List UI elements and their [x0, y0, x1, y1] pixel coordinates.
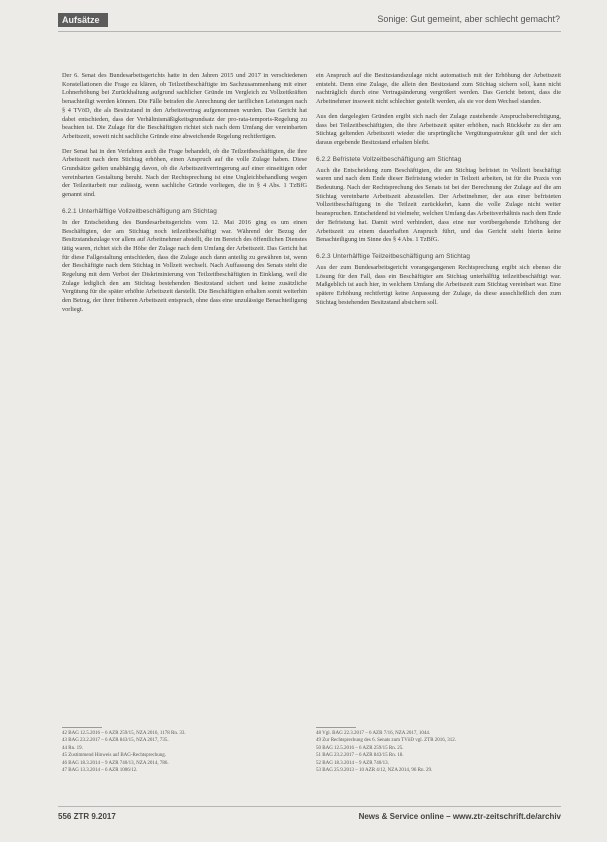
footnote: 43 BAG 23.2.2017 – 6 AZR 843/15, NZA 2017, 735. — [62, 738, 169, 744]
footnote: 45 Zustimmend Hinweis auf BAG-Rechtsprechung. — [62, 753, 167, 759]
body-paragraph: ein Anspruch auf die Besitzstandszulage nicht automatisch mit der Erhöhung der Arbeitszeit entsteht. Denn eine Zulage, die allein den Besitzstand zum Stichtag sichern soll, kann nicht nachträglich durch eine Vertragsänderung vergrößert werden. Das Gericht betont, dass die Arbeitnehmer insoweit nicht schlechter gestellt werden, als sie vor dem Wechsel standen. — [316, 72, 561, 106]
body-paragraph: Aus der zum Bundesarbeitsgericht vorangegangenen Rechtsprechung ergibt sich ebenso die Lösung für den Fall, dass ein Beschäftigter am Stichtag unterhälftig teilzeitbeschäftigt war. Maßgeblich ist auch hier, in welchem Umfang die Arbeitszeit zum Stichtag vereinbart war. Eine spätere Erhöhung rechtfertigt keine Anpassung der Zulage, da diese ausschließlich den zum Stichtag bestehenden Besitzstand absichern soll. — [316, 263, 561, 306]
body-paragraph: In der Entscheidung des Bundesarbeitsgerichts vom 12. Mai 2016 ging es um einen Beschäftigten, der am Stichtag noch teilzeitbeschäftigt war. Während der Bezug der Besitzstandszulage vor allem auf Arbeitnehmer abstellt, die im Bereich des öffentlichen Dienstes tätig waren, richtet sich die Höhe der Zulage nach dem Umfang der Arbeitszeit. Das Gericht hat für diese Fallgestaltung entschieden, dass die Zulage auch dann anteilig zu gewähren ist, wenn der Beschäftigte nach dem Stichtag in Vollzeit wechselt. Nach Auffassung des Senats steht die Regelung mit dem Verbot der Diskriminierung von Teilzeitbeschäftigten in Einklang, weil die Zulage lediglich den am Stichtag bestehenden Besitzstand sichert und keine zusätzliche Vergütung für die später erhöhte Arbeitszeit darstellt. Die Beschäftigten erhalten somit weiterhin den Betrag, der ihrer früheren Arbeitszeit entsprach, ohne dass eine unzulässige Benachteiligung vorliegt. — [62, 218, 307, 313]
footnote: 46 BAG 18.3.2014 – 9 AZR 740/13, NZA 2014, 786. — [62, 760, 169, 766]
footnote: 44 Rn. 19. — [62, 745, 83, 751]
footnote: 47 BAG 13.3.2014 – 6 AZR 1006/12. — [62, 768, 138, 774]
running-title: Sonige: Gut gemeint, aber schlecht gemacht? — [377, 14, 560, 24]
header-divider — [58, 31, 561, 32]
footnotes-left — [62, 730, 307, 774]
footnote: 50 BAG 12.5.2016 – 6 AZR 259/15 Rn. 25. — [316, 745, 404, 751]
footnote: 53 BAG 25.9.2013 – 10 AZR 4/12, NZA 2014, 96 Rn. 29. — [316, 768, 433, 774]
footnote-divider — [316, 727, 356, 728]
section-heading: 6.2.1 Unterhälftige Vollzeitbeschäftigung am Stichtag — [62, 207, 217, 215]
section-heading: 6.2.2 Befristete Vollzeitbeschäftigung am Stichtag — [316, 155, 462, 163]
body-paragraph: Der 6. Senat des Bundesarbeitsgerichts hatte in den Jahren 2015 und 2017 in verschiedenen Konstellationen die Frage zu klären, ob Teilzeitbeschäftigte im Sachzusammenhang mit einer Lohnerhöhung bei Zurückhaltung aufgrund sachlicher Gründe im Vergleich zu Vollzeitkräften benachteiligt werden können. Die Fälle betrafen die Anrechnung der tariflichen Leistungen nach § 4 TVöD, die als Besitzstand in den Arbeitsvertrag aufgenommen wurden. Das Gericht hat dabei entschieden, dass der Verhältnismäßigkeitsgrundsatz der pro-rata-temporis-Regelung zu beachten ist. Die Zulage für die Beschäftigten richtet sich nach dem Umfang der vereinbarten Arbeitszeit, soweit nicht sachliche Gründe eine abweichende Regelung rechtfertigen. — [62, 72, 307, 140]
body-paragraph: Auch die Entscheidung zum Beschäftigten, die am Stichtag befristet in Vollzeit beschäftigt waren und nach dem Ende dieser Befristung wieder in Teilzeit arbeiten, ist für die Praxis von Bedeutung. Nach der Rechtsprechung des Senats ist bei der Berechnung der Zulage auf die am Stichtag vereinbarte Arbeitszeit abzustellen. Der Arbeitnehmer, der aus einer befristeten Vollzeitbeschäftigung in die Teilzeit zurückkehrt, kann die volle Zulage nicht weiter beanspruchen. Entscheidend ist vielmehr, welchen Umfang das Arbeitsverhältnis nach dem Ende der Befristung hat. Damit wird verhindert, dass eine nur vorübergehende Erhöhung der Arbeitszeit zu einem dauerhaften Anspruch führt, und das Gericht sieht hierin keine Benachteiligung im Sinne des § 4 Abs. 1 TzBfG. — [316, 166, 561, 244]
left-column — [62, 72, 307, 321]
body-paragraph: Aus den dargelegten Gründen ergibt sich nach der Zulage zustehende Anspruchsberechtigung, dass bei Teilzeitbeschäftigten, die ihre Arbeitszeit später erhöhen, nach Rückkehr zu der am Stichtag geltenden Arbeitszeit wieder die ursprüngliche Vergütungsstruktur gilt und der sich daraus ergebende Besitzstand erhalten bleibt. — [316, 112, 561, 146]
footer-link[interactable]: News & Service online – www.ztr-zeitschrift.de/archiv — [358, 812, 561, 821]
footnote: 51 BAG 23.2.2017 – 6 AZR 843/15 Rn. 18. — [316, 753, 404, 759]
page-number: 556 ZTR 9.2017 — [58, 812, 116, 821]
footnote: 52 BAG 18.3.2014 – 9 AZR 740/13. — [316, 760, 389, 766]
body-paragraph: Der Senat hat in den Verfahren auch die Frage behandelt, ob die Teilzeitbeschäftigten, die ihre Arbeitszeit nach dem Stichtag erhöhen, einen Anspruch auf die volle Zulage haben. Diese Grundsätze gelten unabhängig davon, ob die Arbeitszeitverringerung auf einer einseitigen oder vereinbarten Gestaltung beruht. Nach der Rechtsprechung ist eine Ungleichbehandlung wegen der Teilzeitarbeit nur zulässig, wenn sachliche Gründe vorliegen, die in § 4 Abs. 1 TzBfG genannt sind. — [62, 147, 307, 199]
footnote: 49 Zur Rechtsprechung des 6. Senats zum TVöD vgl. ZTR 2016, 312. — [316, 738, 457, 744]
section-tag: Aufsätze — [58, 13, 108, 27]
footnote-divider — [62, 727, 102, 728]
footnote: 48 Vgl. BAG 22.3.2017 – 6 AZR 7/16, NZA 2017, 1044. — [316, 731, 431, 736]
section-heading: 6.2.3 Unterhälftige Teilzeitbeschäftigung am Stichtag — [316, 252, 471, 260]
footnote: 42 BAG 12.5.2016 – 6 AZR 259/15, NZA 2016, 1178 Rn. 33. — [62, 731, 186, 736]
footer-divider — [58, 806, 561, 807]
footnotes-right — [316, 730, 561, 774]
right-column — [316, 72, 561, 313]
